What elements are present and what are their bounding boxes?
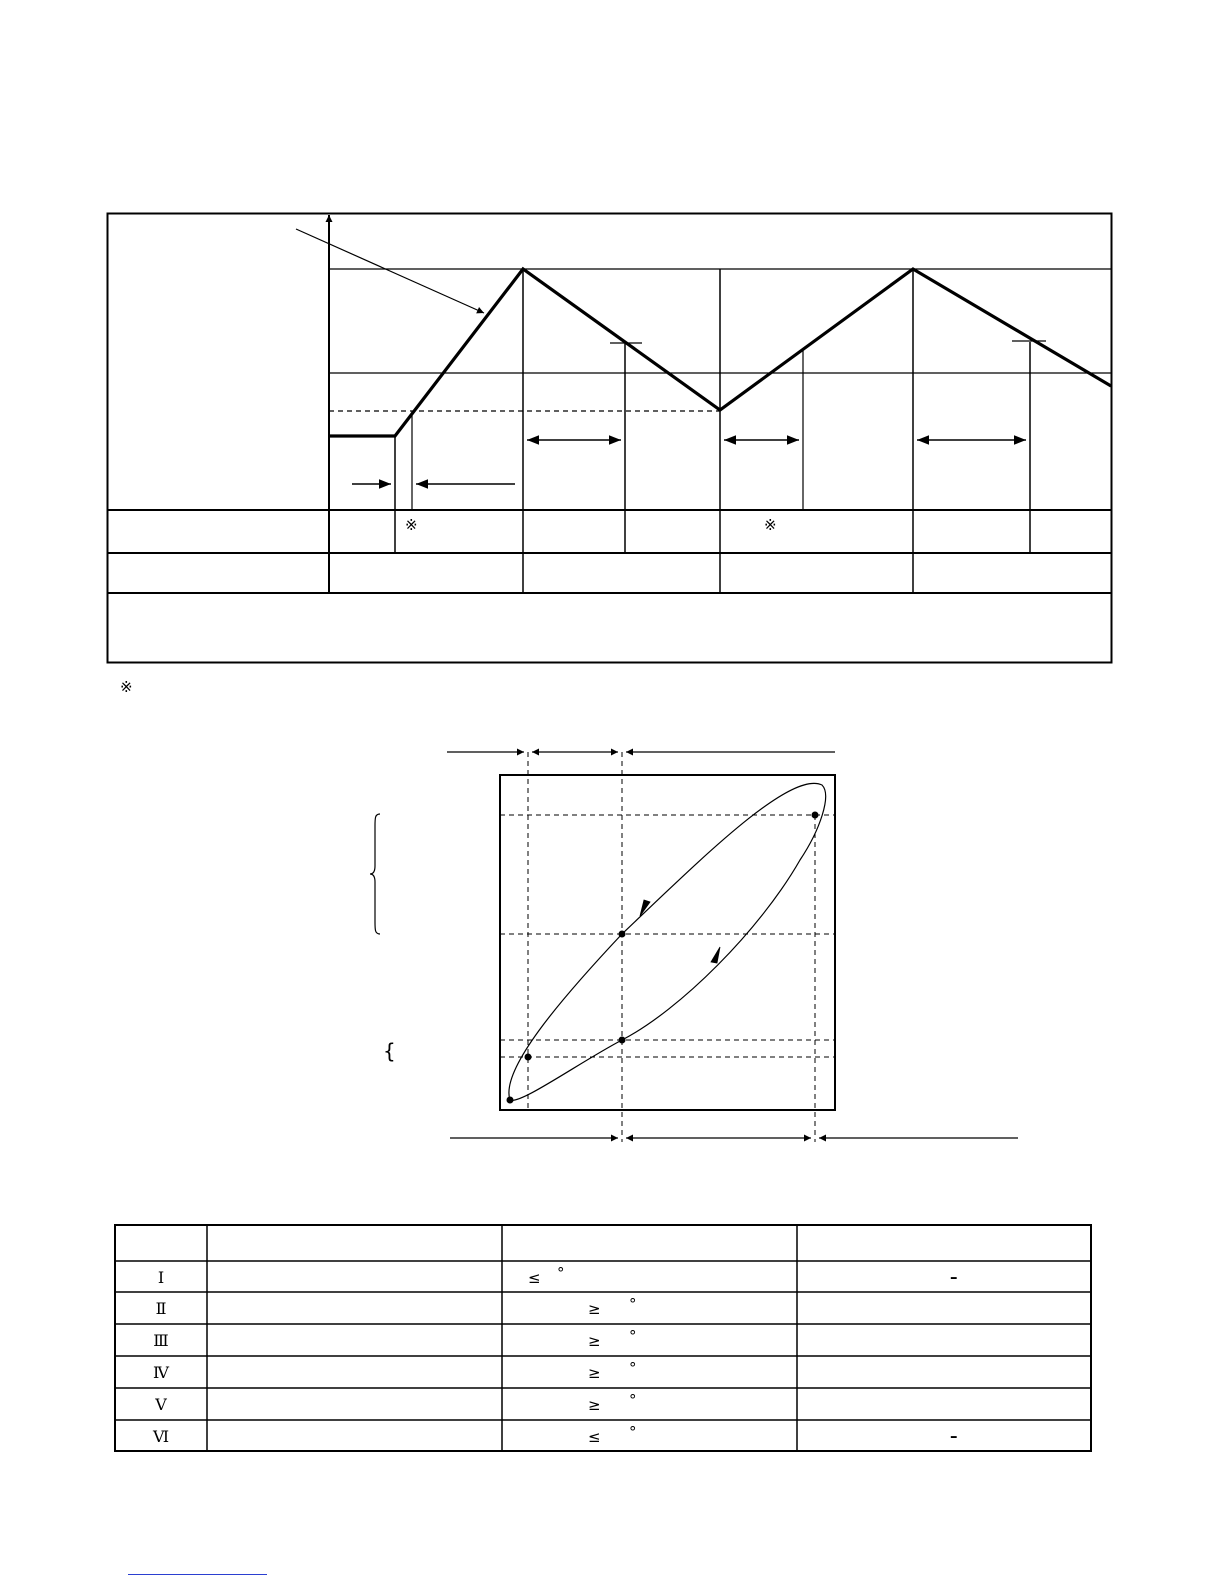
row-number: Ⅲ (153, 1331, 169, 1350)
condition-unit: ° (629, 1423, 637, 1441)
condition-unit: ° (629, 1327, 637, 1345)
row-number: Ⅱ (155, 1299, 167, 1318)
loop-point-origin (507, 1097, 514, 1104)
hysteresis-diagram (447, 752, 1018, 1142)
hysteresis-loop (509, 783, 826, 1100)
timing-chart (107, 214, 1112, 663)
timing-chart-frame (108, 214, 1112, 663)
left-brace-large (370, 814, 380, 934)
footnote-mark: ※ (120, 678, 133, 696)
condition-symbol: ≥ (588, 1300, 601, 1318)
spec-table-frame (115, 1225, 1091, 1451)
condition-unit: ° (557, 1264, 565, 1282)
hysteresis-frame (500, 775, 835, 1110)
condition-symbol: ≥ (588, 1396, 601, 1414)
callout-leader (296, 229, 484, 313)
spec-table (115, 1225, 1091, 1451)
condition-symbol: ≤ (588, 1428, 601, 1446)
condition-symbol: ≥ (588, 1332, 601, 1350)
timing-mark-1: ※ (405, 516, 418, 534)
loop-point-top-right (812, 812, 819, 819)
condition-symbol: ≥ (588, 1364, 601, 1382)
left-brace-small: { (383, 1039, 396, 1063)
loop-arrow-up (711, 947, 720, 963)
row-number: Ⅵ (152, 1427, 170, 1446)
condition-symbol: ≤ (528, 1269, 541, 1287)
loop-point-lower-left (525, 1054, 532, 1061)
condition-unit: ° (629, 1295, 637, 1313)
timing-mark-2: ※ (764, 516, 777, 534)
row-number: Ⅴ (155, 1395, 167, 1414)
loop-points (507, 812, 819, 1104)
condition-unit: ° (629, 1359, 637, 1377)
condition-unit: ° (629, 1391, 637, 1409)
row-number: Ⅳ (153, 1363, 169, 1382)
loop-point-upper-middle (619, 931, 626, 938)
range-dash: – (950, 1427, 958, 1445)
range-dash: – (950, 1268, 958, 1286)
footer-link-underline[interactable] (128, 1574, 267, 1575)
row-number: Ⅰ (157, 1268, 165, 1287)
loop-point-lower-middle (619, 1037, 626, 1044)
